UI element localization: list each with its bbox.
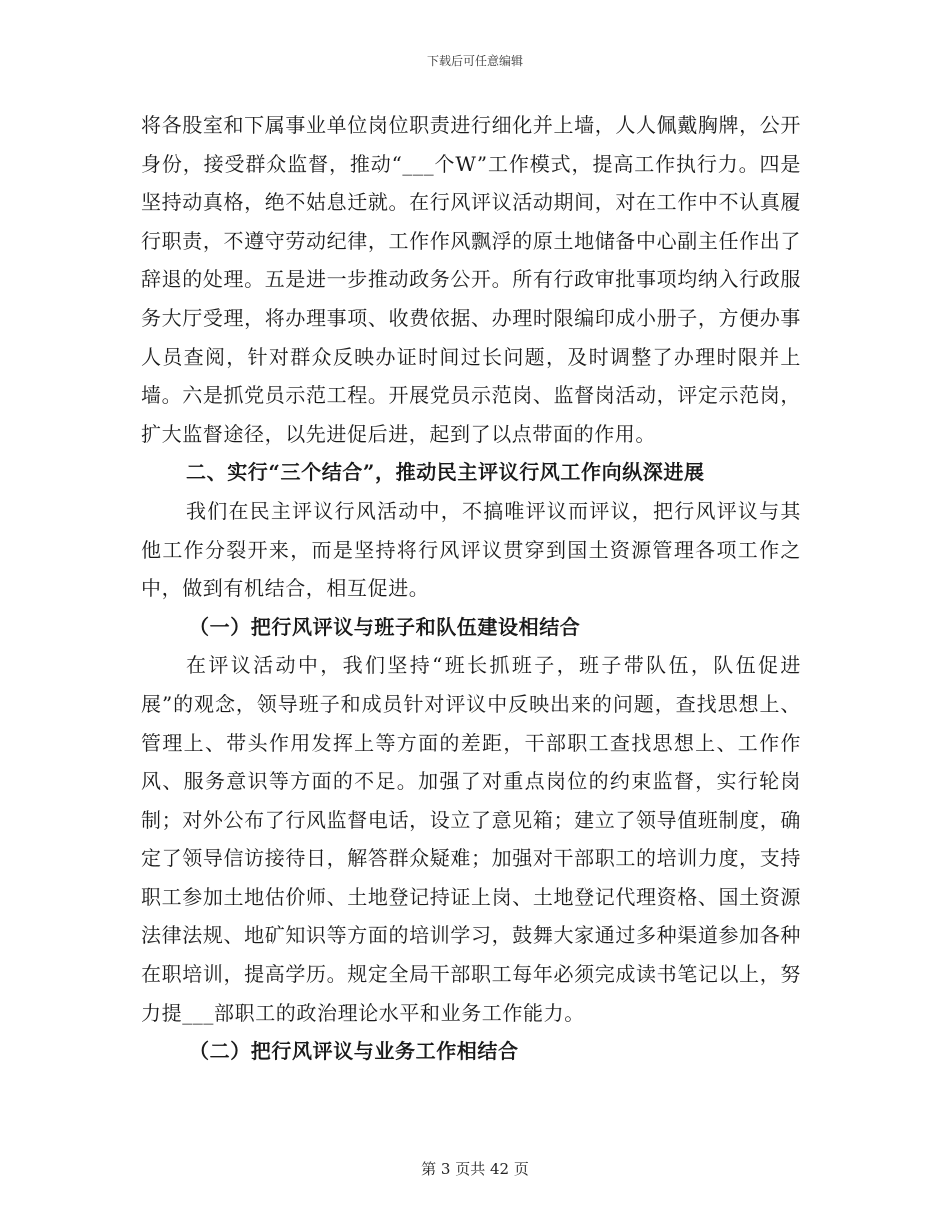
page-header-note: 下载后可任意编辑 [426,54,523,68]
document-body [141,106,801,1071]
paragraph-continuation: 将各股室和下属事业单位岗位职责进行细化并上墙，人人佩戴胸牌，公开身份，接受群众监督，推动“___个W”工作模式，提高工作执行力。四是坚持动真格，绝不姑息迁就。在行风评议活动期间，对在工作中不认真履行职责，不遵守劳动纪律，工作作风飘浮的原土地储备中心副主任作出了辞退的处理。五是进一步推动政务公开。所有行政审批事项均纳入行政服务大厅受理，将办理事项、收费依据、办理时限编印成小册子，方便办事人员查阅，针对群众反映办证时间过长问题，及时调整了办理时限并上墙。六是抓党员示范工程。开展党员示范岗、监督岗活动，评定示范岗，扩大监督途径，以先进促后进，起到了以点带面的作用。 [141,113,801,446]
section-heading-2: 二、实行“三个结合”，推动民主评议行风工作向纵深进展 [186,460,705,485]
paragraph-team-building: 在评议活动中，我们坚持“班长抓班子，班子带队伍，队伍促进展”的观念，领导班子和成员针对评议中反映出来的问题，查找思想上、管理上、带头作用发挥上等方面的差距，干部职工查找思想上、工作作风、服务意识等方面的不足。加强了对重点岗位的约束监督，实行轮岗制；对外公布了行风监督电话，设立了意见箱；建立了领导值班制度，确定了领导信访接待日，解答群众疑难；加强对干部职工的培训力度，支持职工参加土地估价师、土地登记持证上岗、土地登记代理资格、国土资源法律法规、地矿知识等方面的培训学习，鼓舞大家通过多种渠道参加各种在职培训，提高学历。规定全局干部职工每年必须完成读书笔记以上，努力提___部职工的政治理论水平和业务工作能力。 [141,653,801,1025]
paragraph-intro-section-2: 我们在民主评议行风活动中，不搞唯评议而评议，把行风评议与其他工作分裂开来，而是坚持将行风评议贯穿到国土资源管理各项工作之中，做到有机结合，相互促进。 [141,498,801,601]
subsection-heading-1: （一）把行风评议与班子和队伍建设相结合 [189,614,581,639]
page-number: 第 3 页共 42 页 [421,1160,529,1178]
subsection-heading-2: （二）把行风评议与业务工作相结合 [189,1039,519,1064]
